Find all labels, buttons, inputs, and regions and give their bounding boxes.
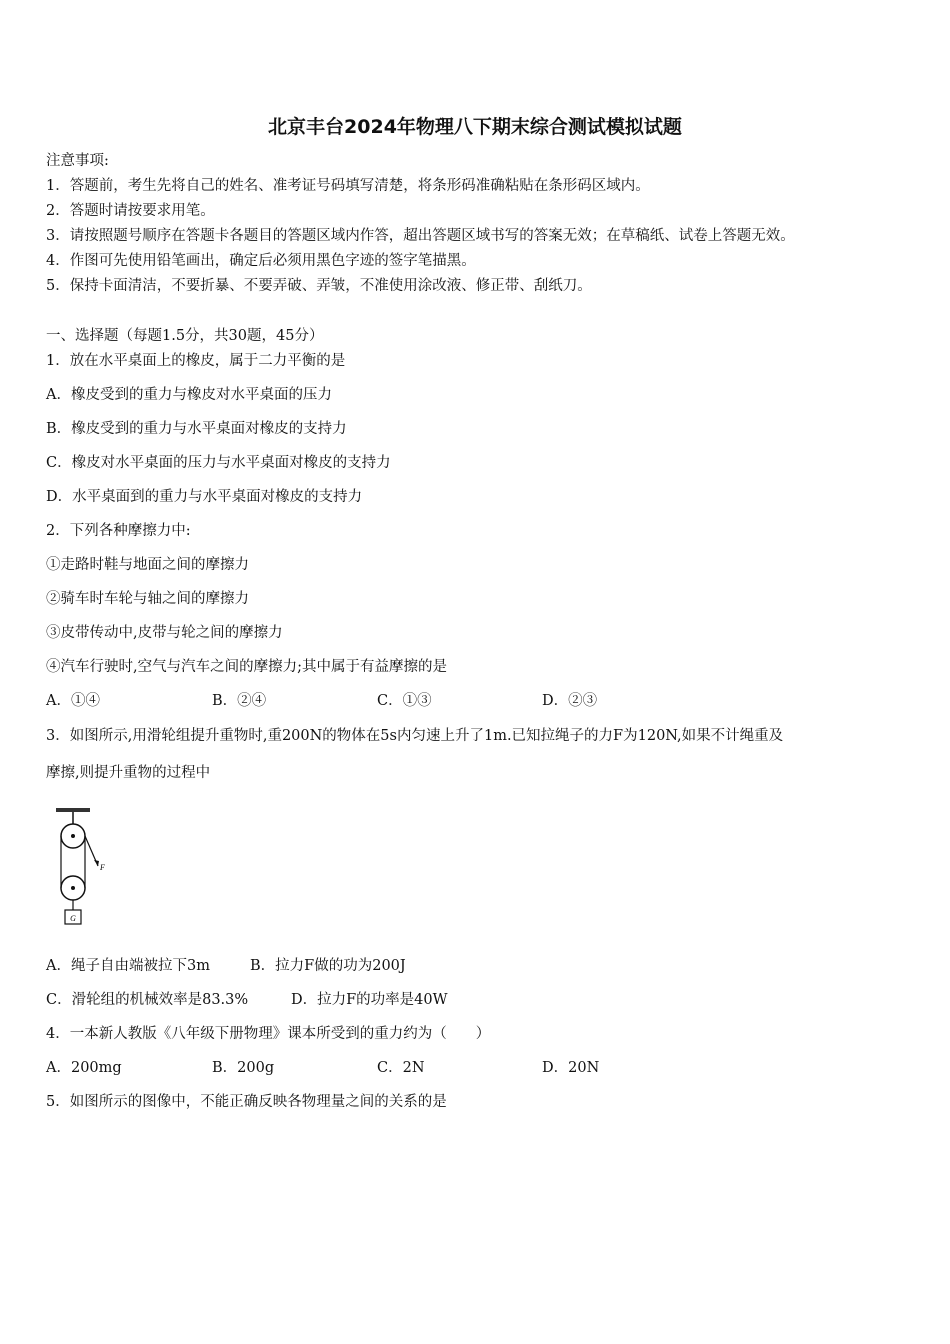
notice-item: 1．答题前，考生先将自己的姓名、准考证号码填写清楚，将条形码准确粘贴在条形码区域内。	[46, 178, 650, 194]
option-a: A．200mg	[46, 1060, 122, 1076]
notice-item: 5．保持卡面清洁，不要折暴、不要弄破、弄皱，不准使用涂改液、修正带、刮纸刀。	[46, 278, 592, 294]
option-a: A．①④	[46, 693, 100, 709]
notice-item: 4．作图可先使用铅笔画出，确定后必须用黑色字迹的签字笔描黑。	[46, 253, 476, 269]
option-b: B．②④	[212, 693, 267, 709]
option-d: D．拉力F的功率是40W	[291, 992, 448, 1008]
option-a: A．绳子自由端被拉下3m	[46, 958, 210, 974]
list-item: ④汽车行驶时,空气与汽车之间的摩擦力;其中属于有益摩擦的是	[46, 659, 447, 675]
list-item: ①走路时鞋与地面之间的摩擦力	[46, 557, 249, 573]
option-b: B．橡皮受到的重力与水平桌面对橡皮的支持力	[46, 421, 347, 437]
option-a: A．橡皮受到的重力与橡皮对水平桌面的压力	[46, 387, 332, 403]
option-d: D．水平桌面到的重力与水平桌面对橡皮的支持力	[46, 489, 363, 505]
question-stem: 4．一本新人教版《八年级下册物理》课本所受到的重力约为（ ）	[46, 1026, 491, 1042]
question-stem-continued: 摩擦,则提升重物的过程中	[46, 765, 211, 781]
section-heading: 一、选择题（每题1.5分，共30题，45分）	[46, 328, 324, 344]
option-b: B．200g	[212, 1060, 275, 1076]
question-stem: 2．下列各种摩擦力中:	[46, 523, 191, 539]
list-item: ③皮带传动中,皮带与轮之间的摩擦力	[46, 625, 283, 641]
option-d: D．②③	[542, 693, 598, 709]
notice-heading: 注意事项:	[46, 153, 109, 169]
question-stem: 1．放在水平桌面上的橡皮，属于二力平衡的是	[46, 353, 346, 369]
option-c: C．橡皮对水平桌面的压力与水平桌面对橡皮的支持力	[46, 455, 391, 471]
notice-item: 3．请按照题号顺序在答题卡各题目的答题区域内作答，超出答题区域书写的答案无效；在草稿纸、试卷上答题无效。	[46, 228, 795, 244]
weight-label: G	[70, 914, 76, 923]
option-c: C．2N	[377, 1060, 425, 1076]
option-c: C．①③	[377, 693, 432, 709]
list-item: ②骑车时车轮与轴之间的摩擦力	[46, 591, 249, 607]
question-stem: 3．如图所示,用滑轮组提升重物时,重200N的物体在5s内匀速上升了1m.已知拉绳子的力F为120N,如果不计绳重及	[46, 728, 784, 744]
question-stem: 5．如图所示的图像中，不能正确反映各物理量之间的关系的是	[46, 1094, 447, 1110]
notice-item: 2．答题时请按要求用笔。	[46, 203, 215, 219]
option-c: C．滑轮组的机械效率是83.3%	[46, 992, 249, 1008]
force-label: F	[100, 863, 105, 872]
option-d: D．20N	[542, 1060, 600, 1076]
pulley-diagram	[52, 806, 112, 930]
page-title: 北京丰台2024年物理八下期末综合测试模拟试题	[268, 116, 682, 138]
option-b: B．拉力F做的功为200J	[250, 958, 406, 974]
